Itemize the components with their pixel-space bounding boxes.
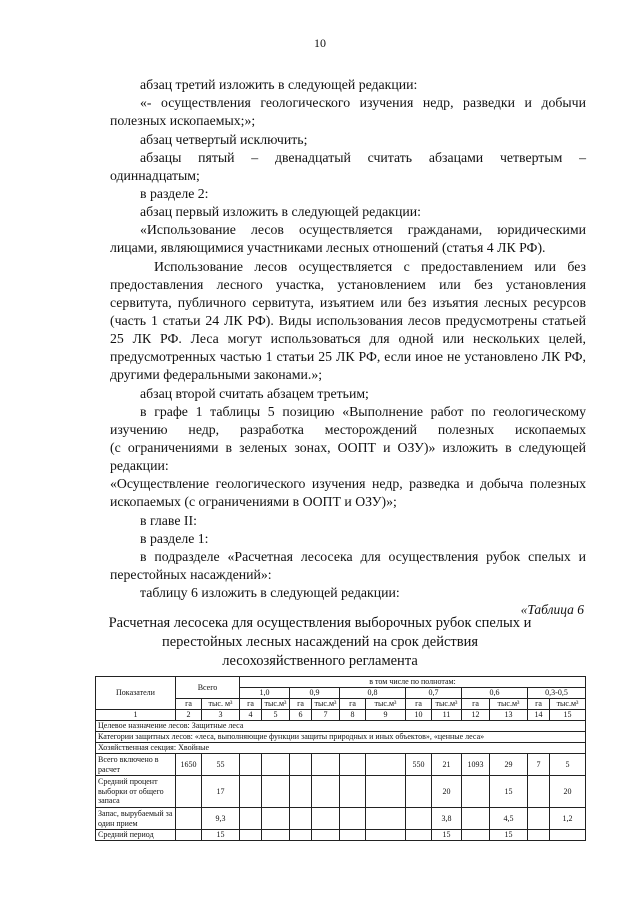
paragraph-line: «- осуществления геологического изучения недр, разведки и добычи <box>140 95 586 110</box>
table-cell <box>340 808 366 830</box>
paragraph-line: в разделе 1: <box>140 531 209 546</box>
row-label: Средний период <box>96 830 176 841</box>
table-cell: 15 <box>202 830 240 841</box>
table-cell <box>262 776 290 808</box>
table-cell <box>462 808 490 830</box>
table-cell <box>406 808 432 830</box>
table-cell: 20 <box>432 776 462 808</box>
table-cell: 1093 <box>462 754 490 776</box>
row-label: Средний процент выборки от общего запаса <box>96 776 176 808</box>
paragraph-line: другими федеральными законами.»; <box>110 367 323 382</box>
unit-header: тыс.м³ <box>366 699 406 710</box>
table-cell: 15 <box>432 830 462 841</box>
density-header: 0,8 <box>340 688 406 699</box>
paragraph-line: 25 ЛК РФ. Леса могут использоваться для одной или нескольких целей, <box>110 331 586 346</box>
table-cell: 9,3 <box>202 808 240 830</box>
header-total: Всего <box>176 677 240 699</box>
column-number: 1 <box>96 710 176 721</box>
paragraph-line: одиннадцатым; <box>110 168 200 183</box>
table-cell <box>262 754 290 776</box>
table-title-line: перестойных лесных насаждений на срок действия <box>161 634 479 650</box>
table-cell <box>262 808 290 830</box>
table-cell <box>290 754 312 776</box>
table-row <box>96 830 586 841</box>
table-title-line: лесохозяйственного регламента <box>222 653 418 669</box>
column-number: 8 <box>340 710 366 721</box>
row-label: Запас, вырубаемый за один прием <box>96 808 176 830</box>
column-number: 14 <box>528 710 550 721</box>
table-title-line: Расчетная лесосека для осуществления выборочных рубок спелых и <box>108 615 532 631</box>
unit-header: га <box>340 699 366 710</box>
table-cell: 15 <box>490 776 528 808</box>
table-cell <box>340 754 366 776</box>
paragraph-line: перестойных насаждений»: <box>110 567 272 582</box>
paragraph-line: Использование лесов осуществляется с предоставлением или без <box>154 259 586 274</box>
table-cell: 5 <box>550 754 586 776</box>
allowable-cut-table <box>95 676 586 841</box>
table-cell <box>462 776 490 808</box>
unit-header: га <box>462 699 490 710</box>
table-cell: 21 <box>432 754 462 776</box>
column-number: 4 <box>240 710 262 721</box>
column-number: 10 <box>406 710 432 721</box>
table-cell <box>406 776 432 808</box>
page-number: 10 <box>314 36 326 50</box>
paragraph-line: ископаемых (с ограничениями в ООПТ и ОЗУ)»; <box>110 494 397 509</box>
density-header: 0,9 <box>290 688 340 699</box>
paragraph-line: изучению недр, разработка месторождений полезных ископаемых <box>110 422 586 437</box>
density-header: 1,0 <box>240 688 290 699</box>
table-cell: 29 <box>490 754 528 776</box>
paragraph-line: предоставления лесного участка, установлением или без установления <box>110 277 586 292</box>
table-cell <box>406 830 432 841</box>
table-cell <box>176 830 202 841</box>
table-cell <box>312 830 340 841</box>
table-row <box>96 808 586 830</box>
table-cell <box>366 754 406 776</box>
table-row <box>96 776 586 808</box>
table-row <box>96 754 586 776</box>
table-cell <box>312 776 340 808</box>
paragraph-line: в графе 1 таблицы 5 позицию «Выполнение работ по геологическому <box>140 404 586 419</box>
paragraph-line: редакции: <box>110 458 169 473</box>
table-cell <box>366 830 406 841</box>
table-cell <box>290 830 312 841</box>
paragraph-line: (часть 1 статьи 24 ЛК РФ). Виды использования лесов предусмотрены статьей <box>110 313 586 328</box>
table-cell <box>550 830 586 841</box>
paragraph-line: абзац первый изложить в следующей редакции: <box>140 204 421 219</box>
column-number: 13 <box>490 710 528 721</box>
table-tag: «Таблица 6 <box>520 602 584 617</box>
column-number: 11 <box>432 710 462 721</box>
table-cell <box>312 808 340 830</box>
table-cell <box>528 830 550 841</box>
table-cell: 1,2 <box>550 808 586 830</box>
density-header: 0,6 <box>462 688 528 699</box>
paragraph-line: предусмотренных частью 1 статьи 25 ЛК РФ, если иное не установлено ЛК РФ, <box>110 349 586 364</box>
paragraph-line: «Осуществление геологического изучения недр, разведка и добыча полезных <box>110 476 586 491</box>
column-number: 15 <box>550 710 586 721</box>
paragraph-line: абзац четвертый исключить; <box>140 132 308 147</box>
section-row: Хозяйственная секция: Хвойные <box>96 743 586 754</box>
table-cell <box>290 808 312 830</box>
table-cell: 550 <box>406 754 432 776</box>
table-cell <box>340 776 366 808</box>
paragraph-line: таблицу 6 изложить в следующей редакции: <box>140 585 400 600</box>
table-cell <box>176 776 202 808</box>
table-cell <box>290 776 312 808</box>
density-header: 0,3-0,5 <box>528 688 586 699</box>
unit-header: га <box>240 699 262 710</box>
paragraph-line: в подразделе «Расчетная лесосека для осуществления рубок спелых и <box>140 549 586 564</box>
table-cell <box>240 754 262 776</box>
paragraph-line: абзац второй считать абзацем третьим; <box>140 386 369 401</box>
table-cell <box>528 808 550 830</box>
unit-header: га <box>176 699 202 710</box>
header-by-density: в том числе по полнотам: <box>240 677 586 688</box>
unit-header: тыс.м³ <box>312 699 340 710</box>
paragraph-line: полезных ископаемых;»; <box>110 113 256 128</box>
unit-header: тыс.м³ <box>550 699 586 710</box>
paragraph-line: (с ограничениями в зеленых зонах, ООПТ и ОЗУ)» изложить в следующей <box>110 440 586 455</box>
column-number: 3 <box>202 710 240 721</box>
table-cell: 15 <box>490 830 528 841</box>
table-cell <box>366 808 406 830</box>
table-cell: 3,8 <box>432 808 462 830</box>
table-cell: 4,5 <box>490 808 528 830</box>
table-cell <box>462 830 490 841</box>
unit-header: га <box>528 699 550 710</box>
unit-header: тыс.м³ <box>490 699 528 710</box>
column-number: 12 <box>462 710 490 721</box>
row-label: Всего включено в расчет <box>96 754 176 776</box>
paragraph-line: в главе II: <box>140 513 197 528</box>
column-number: 2 <box>176 710 202 721</box>
paragraph-line: в разделе 2: <box>140 186 209 201</box>
paragraph-line: «Использование лесов осуществляется гражданами, юридическими <box>140 222 586 237</box>
table-cell <box>240 808 262 830</box>
column-number: 7 <box>312 710 340 721</box>
table-cell: 20 <box>550 776 586 808</box>
paragraph-line: лицами, являющимися участниками лесных отношений (статья 4 ЛК РФ). <box>110 240 546 255</box>
category-row: Категории защитных лесов: «леса, выполняющие функции защиты природных и иных объектов», «ценные леса» <box>96 732 586 743</box>
table-cell: 1650 <box>176 754 202 776</box>
column-number: 5 <box>262 710 290 721</box>
table-cell <box>340 830 366 841</box>
paragraph-line: абзац третий изложить в следующей редакции: <box>140 77 418 92</box>
table-cell: 55 <box>202 754 240 776</box>
column-number: 6 <box>290 710 312 721</box>
table-cell <box>312 754 340 776</box>
table-cell <box>528 776 550 808</box>
paragraph-line: абзацы пятый – двенадцатый считать абзацами четвертым – <box>140 150 586 165</box>
unit-header: тыс.м³ <box>262 699 290 710</box>
header-indicators: Показатели <box>96 677 176 710</box>
table-cell <box>176 808 202 830</box>
table-cell: 17 <box>202 776 240 808</box>
paragraph-line: сервитута, публичного сервитута, изъятием или без изъятия лесных ресурсов <box>110 295 586 310</box>
purpose-row: Целевое назначение лесов: Защитные леса <box>96 721 586 732</box>
table-cell <box>240 830 262 841</box>
unit-header: тыс.м³ <box>432 699 462 710</box>
unit-header: га <box>406 699 432 710</box>
table-cell <box>262 830 290 841</box>
unit-header: га <box>290 699 312 710</box>
table-cell <box>240 776 262 808</box>
column-number: 9 <box>366 710 406 721</box>
density-header: 0,7 <box>406 688 462 699</box>
table-cell <box>366 776 406 808</box>
table-cell: 7 <box>528 754 550 776</box>
unit-header: тыс. м³ <box>202 699 240 710</box>
